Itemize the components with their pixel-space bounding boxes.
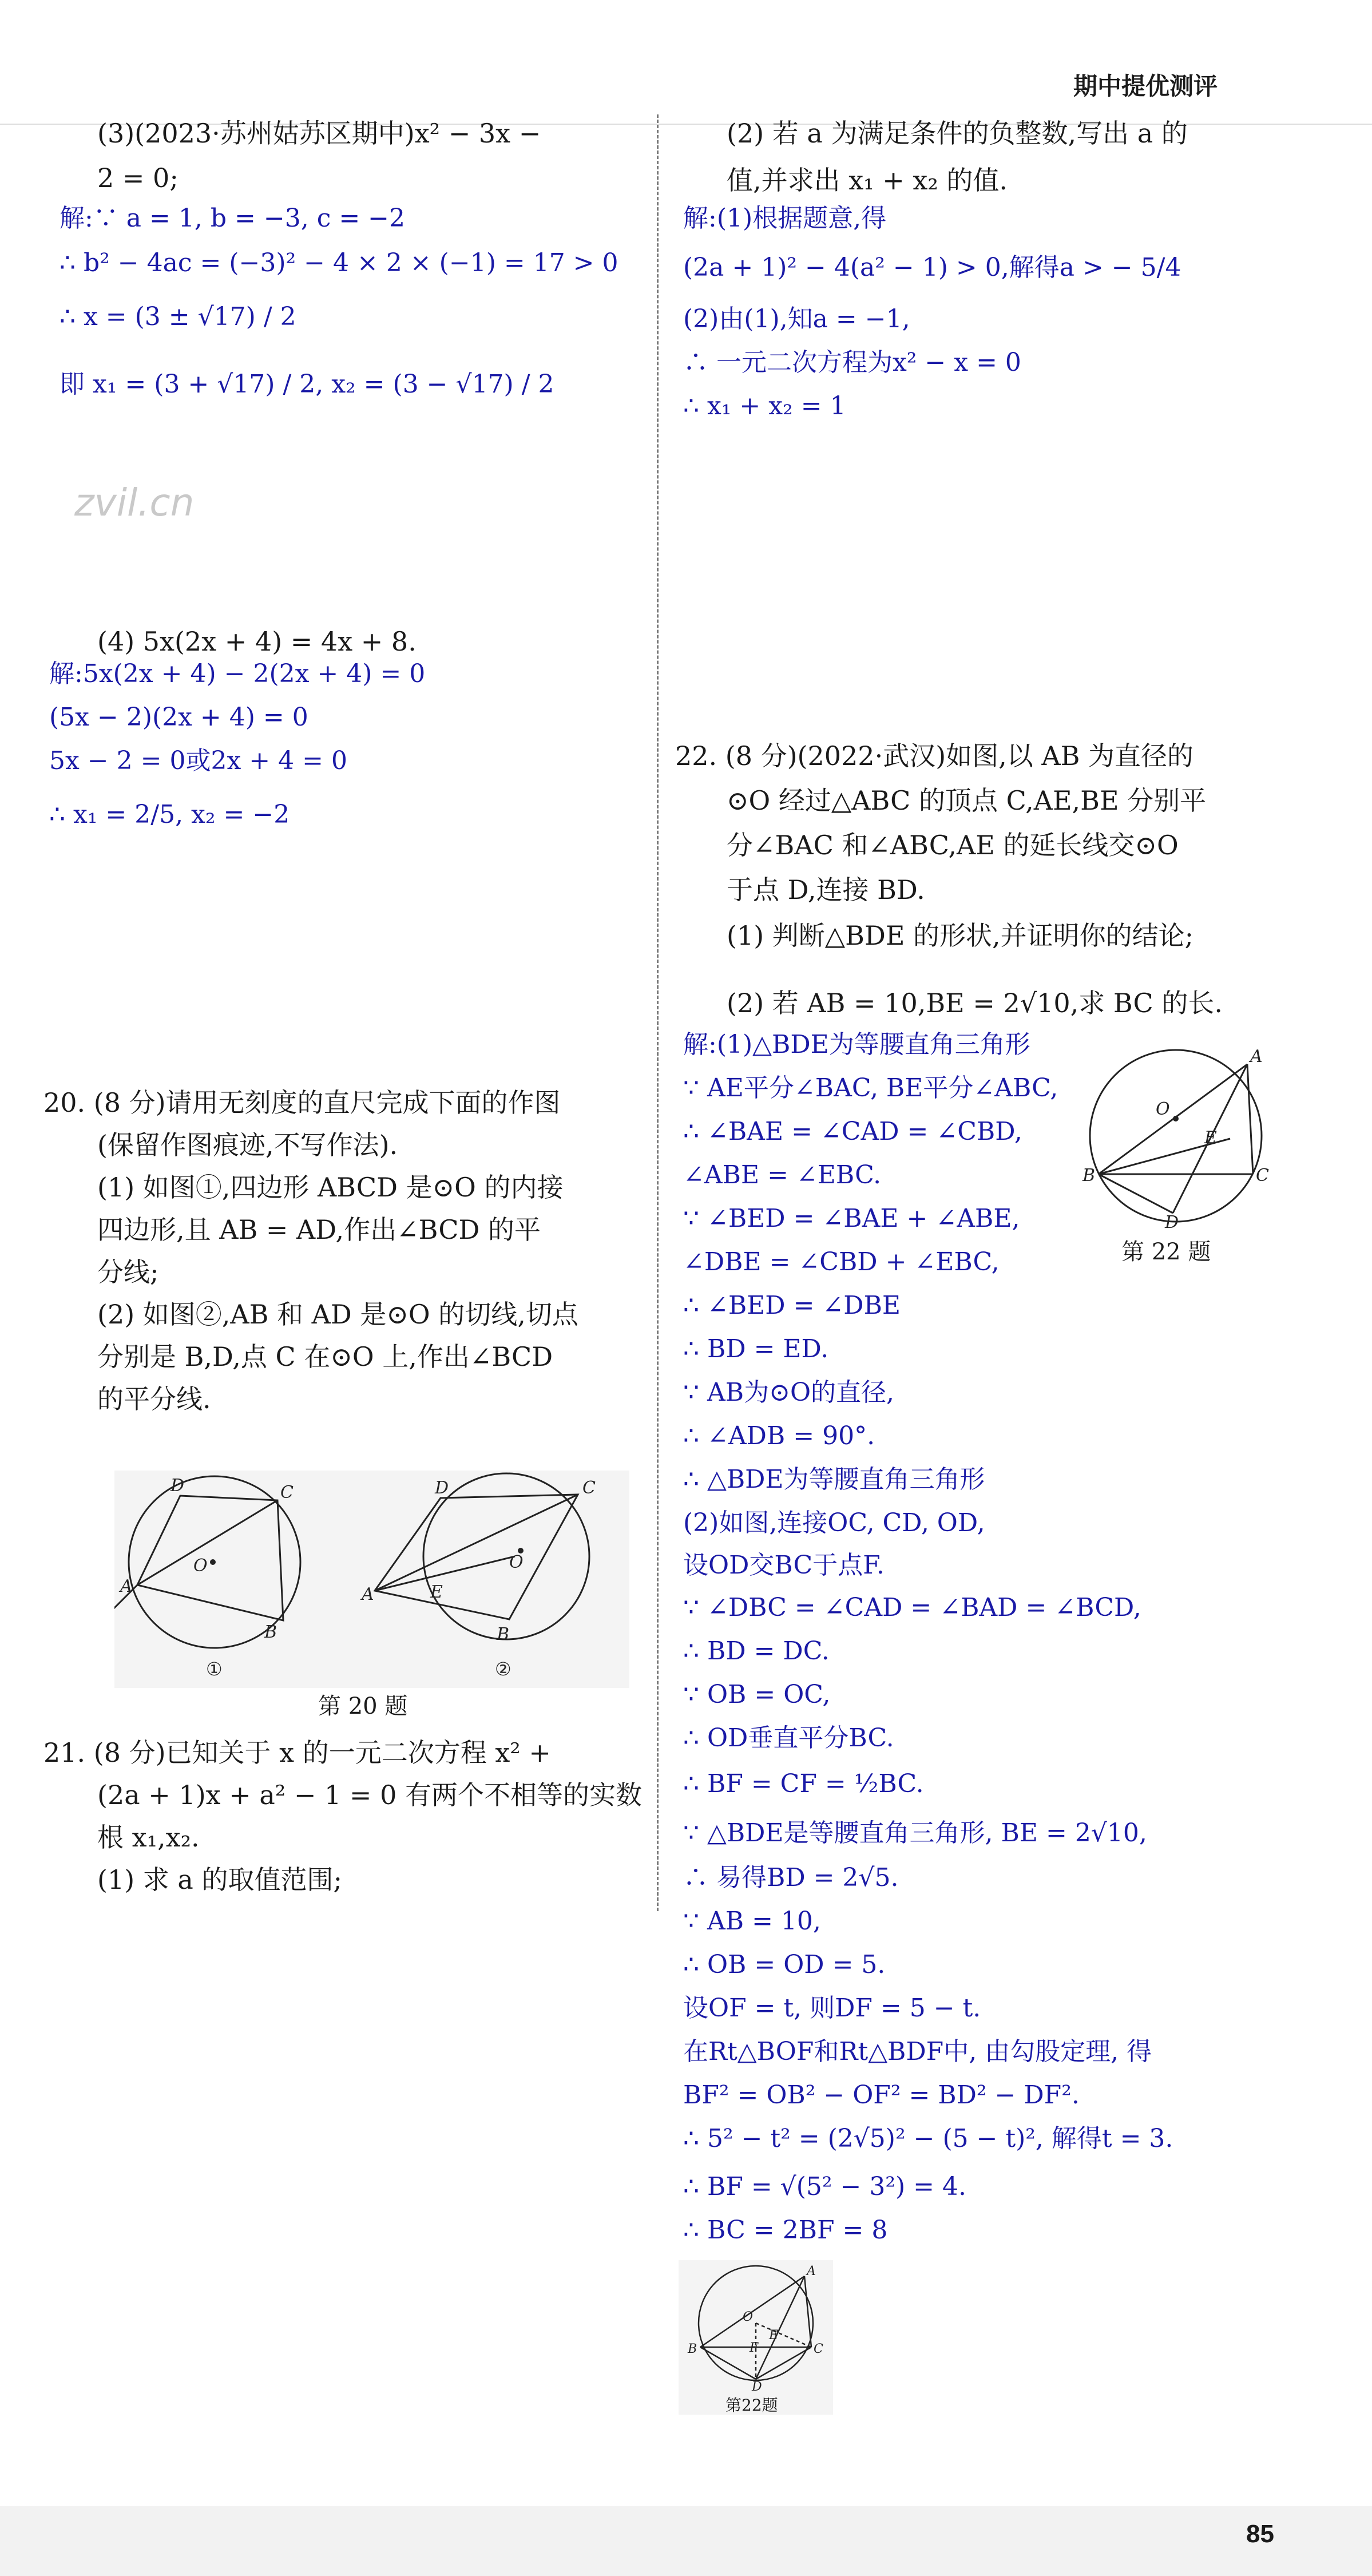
q22-answer-line: ∴ 易得BD = 2√5. bbox=[683, 1863, 899, 1892]
q21-2-answer-1: 解:(1)根据题意,得 bbox=[683, 204, 887, 233]
svg-text:E: E bbox=[430, 1582, 443, 1602]
q21-2-line1: (2) 若 a 为满足条件的负整数,写出 a 的 bbox=[727, 118, 1188, 149]
q20-line3: (1) 如图①,四边形 ABCD 是⊙O 的内接 bbox=[97, 1172, 564, 1203]
q19-4-answer-4: ∴ x₁ = 2/5, x₂ = −2 bbox=[49, 800, 290, 829]
q22-answer-line: (2)如图,连接OC, CD, OD, bbox=[683, 1508, 985, 1537]
figure-20-label-1: ① bbox=[206, 1658, 223, 1680]
page-number: 85 bbox=[1246, 2520, 1274, 2548]
q22-answer-line: ∴ 5² − t² = (2√5)² − (5 − t)², 解得t = 3. bbox=[683, 2124, 1173, 2153]
svg-text:A: A bbox=[362, 1584, 374, 1604]
q19-4-answer-1: 解:5x(2x + 4) − 2(2x + 4) = 0 bbox=[49, 659, 426, 688]
q22-answer-line: BF² = OB² − OF² = BD² − DF². bbox=[683, 2080, 1080, 2110]
svg-text:B: B bbox=[688, 2342, 697, 2356]
svg-text:O: O bbox=[509, 1552, 524, 1572]
q22-answer-line: ∴ BF = CF = ½BC. bbox=[683, 1769, 924, 1798]
svg-text:C: C bbox=[582, 1478, 596, 1498]
q21-2-answer-4: ∴ 一元二次方程为x² − x = 0 bbox=[683, 348, 1021, 377]
q21-line2: (2a + 1)x + a² − 1 = 0 有两个不相等的实数 bbox=[97, 1780, 642, 1810]
q22-answer-line: 解:(1)△BDE为等腰直角三角形 bbox=[683, 1030, 1030, 1059]
q22-answer-line: ∵ △BDE是等腰直角三角形, BE = 2√10, bbox=[683, 1818, 1147, 1848]
q20-line1: 20. (8 分)请用无刻度的直尺完成下面的作图 bbox=[43, 1087, 561, 1118]
q22-answer-line: ∴ ∠BED = ∠DBE bbox=[683, 1291, 901, 1320]
q19-4-line1: (4) 5x(2x + 4) = 4x + 8. bbox=[97, 626, 417, 657]
svg-text:D: D bbox=[170, 1476, 185, 1496]
figure-22-small bbox=[679, 2260, 833, 2415]
q22-answer-line: 设OD交BC于点F. bbox=[683, 1551, 885, 1580]
q19-3-answer-1: 解:∵ a = 1, b = −3, c = −2 bbox=[60, 204, 406, 233]
svg-text:O: O bbox=[1156, 1099, 1170, 1119]
q22-answer-line: ∴ BC = 2BF = 8 bbox=[683, 2216, 888, 2245]
q22-line6: (2) 若 AB = 10,BE = 2√10,求 BC 的长. bbox=[727, 988, 1223, 1018]
q22-answer-line: ∵ OB = OC, bbox=[683, 1680, 831, 1709]
q22-answer-line: ∵ ∠DBC = ∠CAD = ∠BAD = ∠BCD, bbox=[683, 1593, 1141, 1622]
svg-text:F: F bbox=[750, 2341, 759, 2355]
q22-answer-line: ∵ ∠BED = ∠BAE + ∠ABE, bbox=[683, 1204, 1020, 1233]
q19-3-answer-4: 即 x₁ = (3 + √17) / 2, x₂ = (3 − √17) / 2 bbox=[60, 370, 554, 399]
svg-text:B: B bbox=[264, 1622, 277, 1642]
q22-answer-line: 在Rt△BOF和Rt△BDF中, 由勾股定理, 得 bbox=[683, 2037, 1152, 2066]
svg-text:D: D bbox=[752, 2380, 762, 2392]
svg-text:D: D bbox=[1165, 1212, 1179, 1230]
q21-2-answer-2: (2a + 1)² − 4(a² − 1) > 0,解得a > − 5/4 bbox=[683, 253, 1181, 282]
svg-text:E: E bbox=[769, 2328, 779, 2343]
q19-4-answer-3: 5x − 2 = 0或2x + 4 = 0 bbox=[49, 746, 347, 775]
q19-3-answer-3: ∴ x = (3 ± √17) / 2 bbox=[60, 302, 296, 331]
svg-text:B: B bbox=[497, 1624, 510, 1644]
q21-line1: 21. (8 分)已知关于 x 的一元二次方程 x² + bbox=[43, 1737, 551, 1768]
figure-22-caption: 第 22 题 bbox=[1121, 1239, 1211, 1265]
q20-line4: 四边形,且 AB = AD,作出∠BCD 的平 bbox=[97, 1214, 541, 1245]
q20-line2: (保留作图痕迹,不写作法). bbox=[97, 1130, 398, 1160]
q22-answer-line: ∵ AB为⊙O的直径, bbox=[683, 1378, 895, 1407]
svg-text:D: D bbox=[435, 1478, 449, 1498]
svg-text:A: A bbox=[1250, 1047, 1263, 1067]
q22-line1: 22. (8 分)(2022·武汉)如图,以 AB 为直径的 bbox=[675, 740, 1194, 771]
q19-3-line1: (3)(2023·苏州姑苏区期中)x² − 3x − bbox=[97, 118, 541, 149]
q22-answer-line: ∴ ∠BAE = ∠CAD = ∠CBD, bbox=[683, 1117, 1022, 1146]
q20-line5: 分线; bbox=[97, 1257, 159, 1287]
q22-line3: 分∠BAC 和∠ABC,AE 的延长线交⊙O bbox=[727, 830, 1179, 861]
footer-band bbox=[0, 2506, 1372, 2576]
q22-line5: (1) 判断△BDE 的形状,并证明你的结论; bbox=[727, 920, 1194, 951]
svg-text:E: E bbox=[1204, 1128, 1217, 1148]
q21-2-line2: 值,并求出 x₁ + x₂ 的值. bbox=[727, 165, 1008, 196]
q22-answer-line: ∴ BD = ED. bbox=[683, 1334, 829, 1364]
q19-3-answer-2: ∴ b² − 4ac = (−3)² − 4 × 2 × (−1) = 17 > 0 bbox=[60, 248, 618, 278]
q21-line4: (1) 求 a 的取值范围; bbox=[97, 1864, 342, 1895]
svg-text:O: O bbox=[193, 1556, 208, 1576]
q22-answer-line: ∠DBE = ∠CBD + ∠EBC, bbox=[683, 1247, 1000, 1277]
q19-4-answer-2: (5x − 2)(2x + 4) = 0 bbox=[49, 703, 308, 732]
q22-line4: 于点 D,连接 BD. bbox=[727, 874, 925, 905]
q21-line3: 根 x₁,x₂. bbox=[97, 1822, 200, 1853]
column-divider bbox=[657, 114, 659, 1911]
svg-text:C: C bbox=[1256, 1166, 1269, 1186]
q21-2-answer-5: ∴ x₁ + x₂ = 1 bbox=[683, 391, 846, 421]
q19-3-line2: 2 = 0; bbox=[97, 163, 179, 193]
svg-text:A: A bbox=[807, 2264, 816, 2278]
q20-line6: (2) 如图②,AB 和 AD 是⊙O 的切线,切点 bbox=[97, 1299, 578, 1330]
q22-answer-line: ∵ AB = 10, bbox=[683, 1907, 821, 1936]
q22-answer-line: 设OF = t, 则DF = 5 − t. bbox=[683, 1994, 981, 2023]
q20-line8: 的平分线. bbox=[97, 1384, 211, 1414]
svg-text:A: A bbox=[120, 1576, 133, 1596]
q20-line7: 分别是 B,D,点 C 在⊙O 上,作出∠BCD bbox=[97, 1341, 553, 1372]
q22-answer-line: ∴ OD垂直平分BC. bbox=[683, 1723, 894, 1753]
svg-text:C: C bbox=[814, 2342, 823, 2356]
svg-text:O: O bbox=[743, 2310, 754, 2324]
figure-20-label-2: ② bbox=[495, 1658, 511, 1680]
svg-text:B: B bbox=[1082, 1166, 1096, 1186]
figure-20 bbox=[114, 1471, 629, 1688]
watermark: zvil.cn bbox=[74, 481, 195, 525]
q22-answer-line: ∴ OB = OD = 5. bbox=[683, 1950, 886, 1979]
figure-20-caption: 第 20 题 bbox=[318, 1693, 408, 1719]
q22-answer-line: ∴ ∠ADB = 90°. bbox=[683, 1421, 875, 1451]
q22-answer-line: ∴ BF = √(5² − 3²) = 4. bbox=[683, 2172, 966, 2201]
figure-22-small-caption: 第22题 bbox=[725, 2396, 778, 2415]
figure-22 bbox=[1081, 1041, 1270, 1270]
q22-answer-line: ∴ △BDE为等腰直角三角形 bbox=[683, 1465, 985, 1494]
svg-text:C: C bbox=[280, 1483, 294, 1503]
q22-answer-line: ∠ABE = ∠EBC. bbox=[683, 1160, 882, 1190]
q22-answer-line: ∵ AE平分∠BAC, BE平分∠ABC, bbox=[683, 1073, 1058, 1103]
q21-2-answer-3: (2)由(1),知a = −1, bbox=[683, 304, 910, 334]
q22-line2: ⊙O 经过△ABC 的顶点 C,AE,BE 分别平 bbox=[727, 785, 1207, 816]
q22-answer-line: ∴ BD = DC. bbox=[683, 1636, 830, 1666]
section-title: 期中提优测评 bbox=[1073, 73, 1218, 100]
